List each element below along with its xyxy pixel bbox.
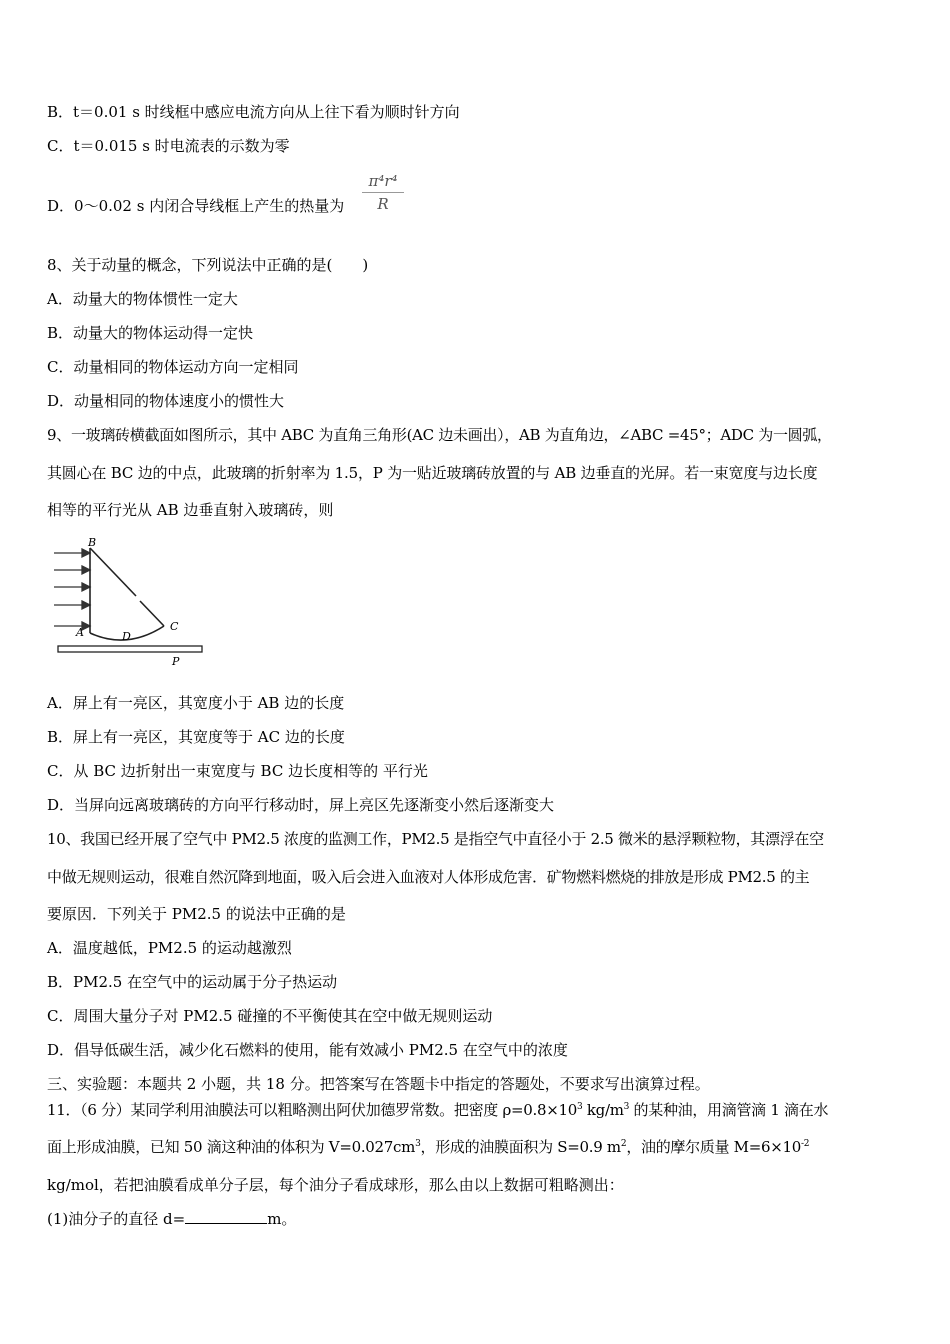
q10-stem-line2: 中做无规则运动，很难自然沉降到地面，吸入后会进入血液对人体形成危害．矿物燃料燃烧的排放是形成 PM2.5 的主 xyxy=(47,868,810,886)
q11-sub1 xyxy=(47,1209,296,1229)
q8-option-b: B．动量大的物体运动得一定快 xyxy=(47,324,254,342)
q7-option-b: B．t＝0.01 s 时线框中感应电流方向从上往下看为顺时针方向 xyxy=(47,103,460,121)
q11-line1-sup1: 3 xyxy=(576,1102,583,1112)
q7-option-d: D．0～0.02 s 内闭合导线框上产生的热量为 xyxy=(47,197,345,215)
q8-stem: 8、关于动量的概念，下列说法中正确的是( ) xyxy=(47,256,369,274)
q11-line2-sup2: 2 xyxy=(620,1139,627,1149)
section3-heading: 三、实验题：本题共 2 小题，共 18 分。把答案写在答题卡中指定的答题处，不要求写出演算过程。 xyxy=(47,1075,710,1093)
q11-stem-line3: kg/mol，若把油膜看成单分子层，每个油分子看成球形，那么由以上数据可粗略测出： xyxy=(47,1176,624,1194)
q8-option-c: C．动量相同的物体运动方向一定相同 xyxy=(47,358,299,376)
q7-option-c: C．t＝0.015 s 时电流表的示数为零 xyxy=(47,137,290,155)
q9-option-a: A．屏上有一亮区，其宽度小于 AB 边的长度 xyxy=(47,694,345,712)
q9-stem-line1: 9、一玻璃砖横截面如图所示，其中 ABC 为直角三角形(AC 边未画出），AB 为直角边，∠ABC =45°；ADC 为一圆弧， xyxy=(47,426,832,444)
parallel-light-arrows xyxy=(54,549,90,630)
glass-brick-figure xyxy=(52,538,212,670)
q9-option-c: C．从 BC 边折射出一束宽度与 BC 边长度相等的 平行光 xyxy=(47,762,428,780)
side-bc-upper xyxy=(90,548,136,596)
q8-option-a: A．动量大的物体惯性一定大 xyxy=(47,290,238,308)
q11-stem-line1 xyxy=(47,1100,828,1120)
heat-formula xyxy=(362,172,404,213)
formula-denominator: R xyxy=(377,195,389,213)
q11-line2-sup3: -2 xyxy=(801,1139,810,1149)
q11-line2-part3: ，油的摩尔质量 M=6×10 xyxy=(626,1138,802,1156)
label-p: P xyxy=(172,655,180,668)
q8-option-d: D．动量相同的物体速度小的惯性大 xyxy=(47,392,285,410)
label-b: B xyxy=(88,538,97,549)
q11-line1-part2: kg/m xyxy=(582,1101,624,1119)
q11-line2-sup1: 3 xyxy=(415,1139,421,1149)
q9-stem-line2: 其圆心在 BC 边的中点，此玻璃的折射率为 1.5，P 为一贴近玻璃砖放置的与 AB 边垂直的光屏。若一束宽度与边长度 xyxy=(47,464,818,482)
answer-blank[interactable] xyxy=(185,1209,267,1224)
q10-option-b: B．PM2.5 在空气中的运动属于分子热运动 xyxy=(47,973,338,991)
q11-line1-sup2: 3 xyxy=(623,1102,630,1112)
label-a: A xyxy=(76,626,84,639)
q10-stem-line3: 要原因．下列关于 PM2.5 的说法中正确的是 xyxy=(47,905,346,923)
q11-line1-part3: 的某种油，用滴管滴 1 滴在水 xyxy=(629,1101,829,1119)
q9-stem-line3: 相等的平行光从 AB 边垂直射入玻璃砖，则 xyxy=(47,501,334,519)
q10-option-c: C．周围大量分子对 PM2.5 碰撞的不平衡使其在空中做无规则运动 xyxy=(47,1007,493,1025)
q11-sub1-label: (1)油分子的直径 d= xyxy=(47,1210,186,1228)
q11-line2-part1: 面上形成油膜，已知 50 滴这种油的体积为 V=0.027cm xyxy=(47,1138,416,1156)
q10-stem-line1: 10、我国已经开展了空气中 PM2.5 浓度的监测工作，PM2.5 是指空气中直径小于 2.5 微米的悬浮颗粒物，其漂浮在空 xyxy=(47,830,824,848)
label-d: D xyxy=(122,630,131,643)
q9-option-d: D．当屏向远离玻璃砖的方向平行移动时，屏上亮区先逐渐变小然后逐渐变大 xyxy=(47,796,555,814)
formula-numerator: π⁴r⁴ xyxy=(362,172,404,193)
q11-line1-part1: 11．（6 分）某同学利用油膜法可以粗略测出阿伏加德罗常数。把密度 ρ=0.8×10 xyxy=(47,1101,577,1119)
label-c: C xyxy=(170,620,179,633)
q10-option-d: D．倡导低碳生活，减少化石燃料的使用，能有效减小 PM2.5 在空气中的浓度 xyxy=(47,1041,568,1059)
q10-option-a: A．温度越低，PM2.5 的运动越激烈 xyxy=(47,939,292,957)
screen-p xyxy=(58,646,202,652)
q11-stem-line2 xyxy=(47,1137,809,1157)
side-bc-lower xyxy=(140,601,164,626)
q11-sub1-unit: m。 xyxy=(267,1210,297,1228)
q11-line2-part2: ，形成的油膜面积为 S=0.9 m xyxy=(420,1138,621,1156)
q9-option-b: B．屏上有一亮区，其宽度等于 AC 边的长度 xyxy=(47,728,345,746)
